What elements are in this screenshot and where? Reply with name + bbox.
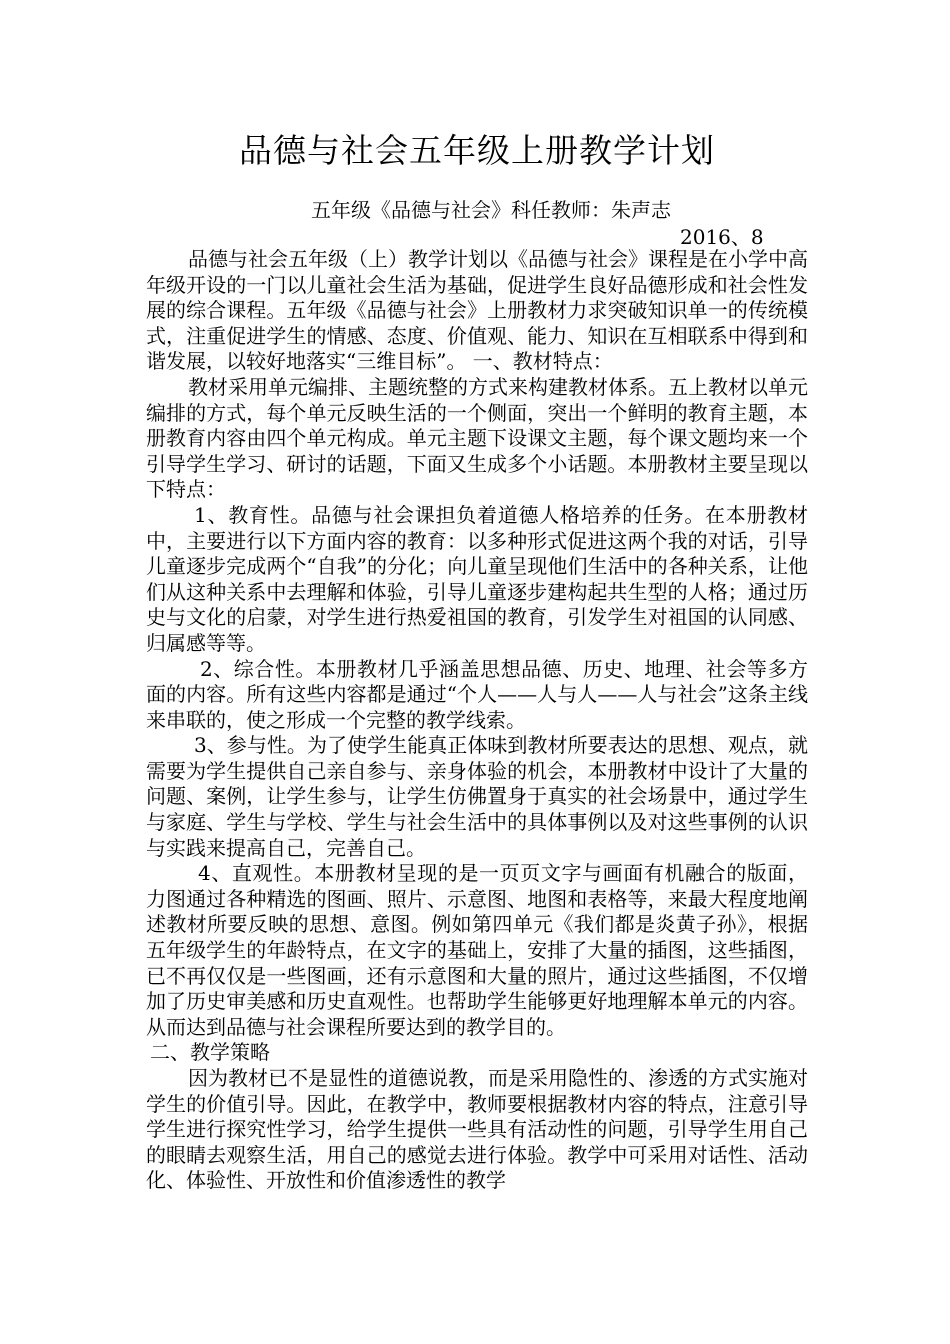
textbook-features-paragraph: 教材采用单元编排、主题统整的方式来构建教材体系。五上教材以单元编排的方式，每个单元反映生活的一个侧面，突出一个鲜明的教育主题，本册教育内容由四个单元构成。单元主题下设课文主题，每个课文题均来一个引导学生学习、研讨的话题，下面又生成多个小话题。本册教材主要呈现以下特点： — [146, 374, 808, 502]
document-date: 2016、8 — [680, 225, 764, 249]
feature-intuitive-paragraph: 4、直观性。本册教材呈现的是一页页文字与画面有机融合的版面，力图通过各种精选的图画、照片、示意图、地图和表格等，来最大程度地阐述教材所要反映的思想、意图。例如第四单元《我们都是炎黄子孙》，根据五年级学生的年龄特点，在文字的基础上，安排了大量的插图，这些插图，已不再仅仅是一些图画，还有示意图和大量的照片，通过这些插图，不仅增加了历史审美感和历史直观性。也帮助学生能够更好地理解本单元的内容。从而达到品德与社会课程所要达到的教学目的。 — [146, 861, 808, 1039]
document-body — [146, 247, 808, 1194]
feature-educational-paragraph: 1、教育性。品德与社会课担负着道德人格培养的任务。在本册教材中，主要进行以下方面内容的教育：以多种形式促进这两个我的对话，引导儿童逐步完成两个“自我”的分化；向儿童呈现他们生活中的各种关系，让他们从这种关系中去理解和体验，引导儿童逐步建构起共生型的人格；通过历史与文化的启蒙，对学生进行热爱祖国的教育，引发学生对祖国的认同感、归属感等等。 — [146, 502, 808, 655]
feature-participatory-paragraph: 3、参与性。为了使学生能真正体味到教材所要表达的思想、观点，就需要为学生提供自己亲自参与、亲身体验的机会，本册教材中设计了大量的问题、案例，让学生参与，让学生仿佛置身于真实的社会场景中，通过学生与家庭、学生与学校、学生与社会生活中的具体事例以及对这些事例的认识与实践来提高自己，完善自己。 — [146, 733, 808, 860]
teaching-strategy-paragraph: 因为教材已不是显性的道德说教，而是采用隐性的、渗透的方式实施对学生的价值引导。因此，在教学中，教师要根据教材内容的特点，注意引导学生进行探究性学习，给学生提供一些具有活动性的问题，引导学生用自己的眼睛去观察生活，用自己的感觉去进行体验。教学中可采用对话性、活动化、体验性、开放性和价值渗透性的教学 — [146, 1066, 808, 1193]
feature-comprehensive-paragraph: 2、综合性。本册教材几乎涵盖思想品德、历史、地理、社会等多方面的内容。所有这些内容都是通过“个人——人与人——人与社会”这条主线来串联的，使之形成一个完整的教学线索。 — [146, 656, 808, 732]
document-title: 品德与社会五年级上册教学计划 — [239, 131, 715, 170]
section-heading-teaching-strategy: 二、教学策略 — [150, 1040, 270, 1065]
intro-paragraph: 品德与社会五年级（上）教学计划以《品德与社会》课程是在小学中高年级开设的一门以儿童社会生活为基础，促进学生良好品德形成和社会性发展的综合课程。五年级《品德与社会》上册教材力求突破知识单一的传统模式，注重促进学生的情感、态度、价值观、能力、知识在互相联系中得到和谐发展，以较好地落实“三维目标”。 一、教材特点： — [146, 247, 808, 374]
author-line: 五年级《品德与社会》科任教师：朱声志 — [311, 198, 671, 222]
